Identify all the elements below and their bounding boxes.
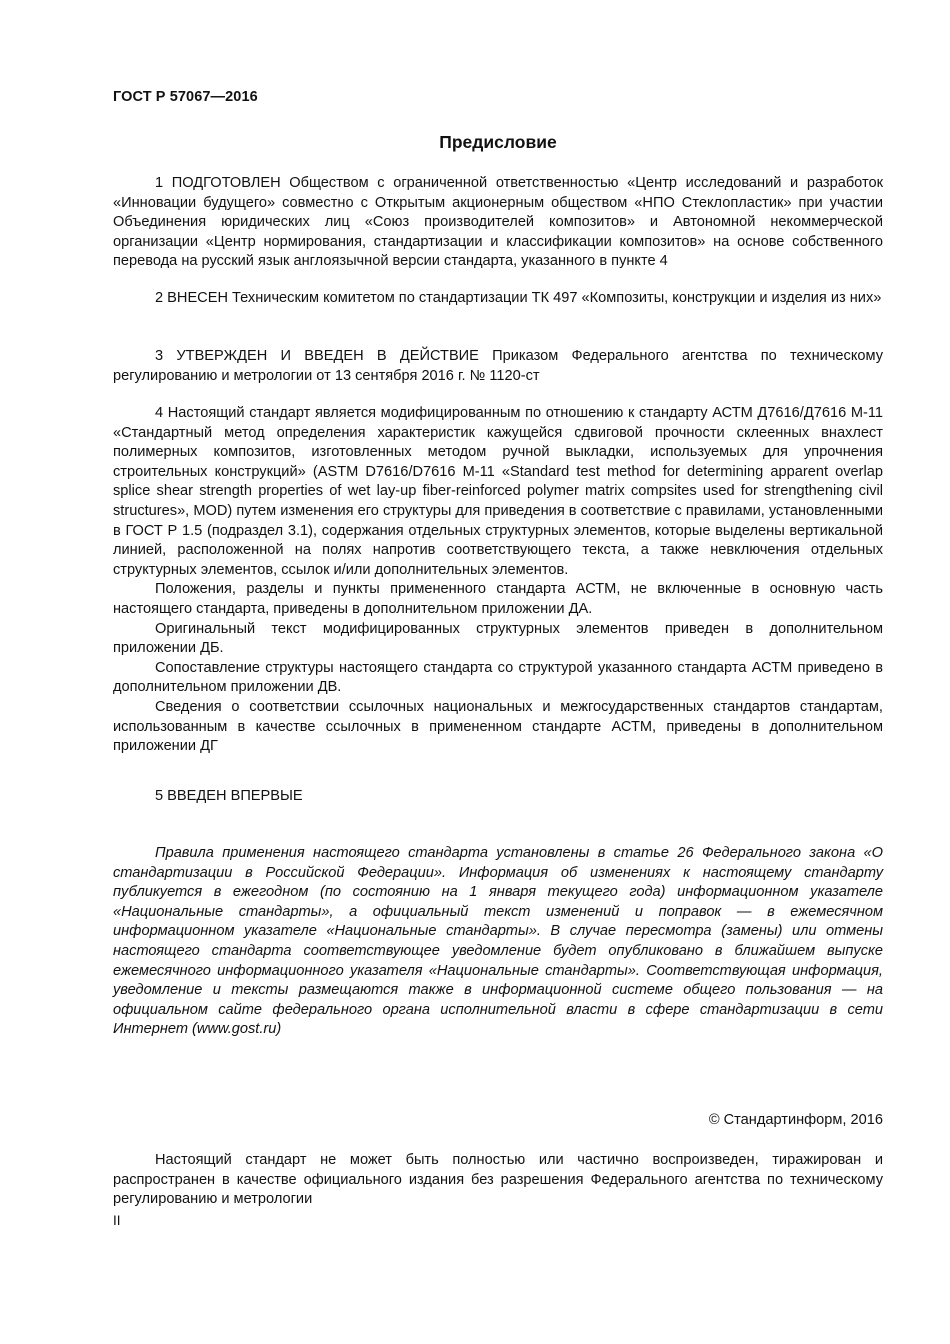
foreword-item-4-paragraph: Сопоставление структуры настоящего стандарта со структурой указанного стандарта АСТМ приведено в дополнительном приложении ДВ. xyxy=(113,659,883,696)
foreword-item-4-paragraph: Сведения о соответствии ссылочных национальных и межгосударственных стандартов стандартам, использованным в качестве ссылочных в примененном стандарте АСТМ, приведены в дополнительном приложении ДГ xyxy=(113,698,883,755)
foreword-title: Предисловие xyxy=(439,132,557,152)
foreword-item-5-text: 5 ВВЕДЕН ВПЕРВЫЕ xyxy=(155,788,303,804)
reproduction-notice: Настоящий стандарт не может быть полностью или частично воспроизведен, тиражирован и распространен в качестве официального издания без разрешения Федерального агентства по техническому регулированию и метрологии xyxy=(113,1152,883,1208)
copyright xyxy=(709,1112,883,1128)
foreword-item-2-text: 2 ВНЕСЕН Техническим комитетом по стандартизации ТК 497 «Композиты, конструкции и изделия из них» xyxy=(155,290,882,306)
rules-notice: Правила применения настоящего стандарта установлены в статье 26 Федерального закона «О стандартизации в Российской Федерации». Информация об изменениях к настоящему стандарту публикуется в ежегодном (по состоянию на 1 января текущего года) информационном указателе «Национальные стандарты», а официальный текст изменений и поправок — в ежемесячном информационном указателе «Национальные стандарты». В случае пересмотра (замены) или отмены настоящего стандарта соответствующее уведомление будет опубликовано в ближайшем выпуске ежемесячного информационного указателя «Национальные стандарты». Соответствующая информация, уведомление и тексты размещаются также в информационной системе общего пользования — на официальном сайте федерального органа исполнительной власти в сфере стандартизации в сети Интернет (www.gost.ru) xyxy=(113,845,883,1038)
foreword-item-4-paragraph: Положения, разделы и пункты примененного стандарта АСТМ, не включенные в основную часть настоящего стандарта, приведены в дополнительном приложении ДА. xyxy=(113,581,883,617)
foreword-item-2 xyxy=(113,289,883,309)
foreword-item-4-paragraph: Оригинальный текст модифицированных структурных элементов приведен в дополнительном приложении ДБ. xyxy=(113,620,883,657)
foreword-item-1-text: 1 ПОДГОТОВЛЕН Обществом с ограниченной ответственностью «Центр исследований и разработок «Инновации будущего» совместно с Открытым акционерным обществом «НПО Стеклопластик» при участии Объединения юридических лиц «Союз производителей композитов» и Автономной некоммерческой организации «Центр нормирования, стандартизации и классификации композитов» на основе собственного перевода на русский язык англоязычной версии стандарта, указанного в пункте 4 xyxy=(113,175,883,270)
document-code: ГОСТ Р 57067—2016 xyxy=(113,89,258,105)
document-page xyxy=(113,0,883,1344)
foreword-item-3 xyxy=(113,347,883,386)
page-number: II xyxy=(113,1213,121,1228)
foreword-item-4-paragraph: 4 Настоящий стандарт является модифицированным по отношению к стандарту АСТМ Д7616/Д7616 М-11 «Стандартный метод определения характеристик кажущейся сдвиговой прочности склеенных внахлест полимерных композитов, изготовленных методом ручной выкладки, используемых для упрочнения строительных конструкций» (ASTM D7616/D7616 M-11 «Standard test method for determining apparent overlap splice shear strength properties of wet lay-up fiber-reinforced polymer matrix compsites used for strengthening civil structures», MOD) путем изменения его структуры для приведения в соответствие с правилами, установленными в ГОСТ Р 1.5 (подраздел 3.1), содержания отдельных структурных элементов, которые выделены вертикальной линией, расположенной на полях напротив соответствующего текста, а также невключения отдельных структурных элементов, ссылок и/или дополнительных элементов. xyxy=(113,405,883,578)
foreword-item-4 xyxy=(113,404,883,757)
foreword-item-5 xyxy=(113,787,883,807)
copyright-icon: © xyxy=(708,1112,720,1128)
copyright-text: Стандартинформ, 2016 xyxy=(723,1112,883,1128)
foreword-item-3-text: 3 УТВЕРЖДЕН И ВВЕДЕН В ДЕЙСТВИЕ Приказом Федерального агентства по техническому регулированию и метрологии от 13 сентября 2016 г. № 1120-ст xyxy=(113,348,883,384)
foreword-item-1 xyxy=(113,174,883,272)
